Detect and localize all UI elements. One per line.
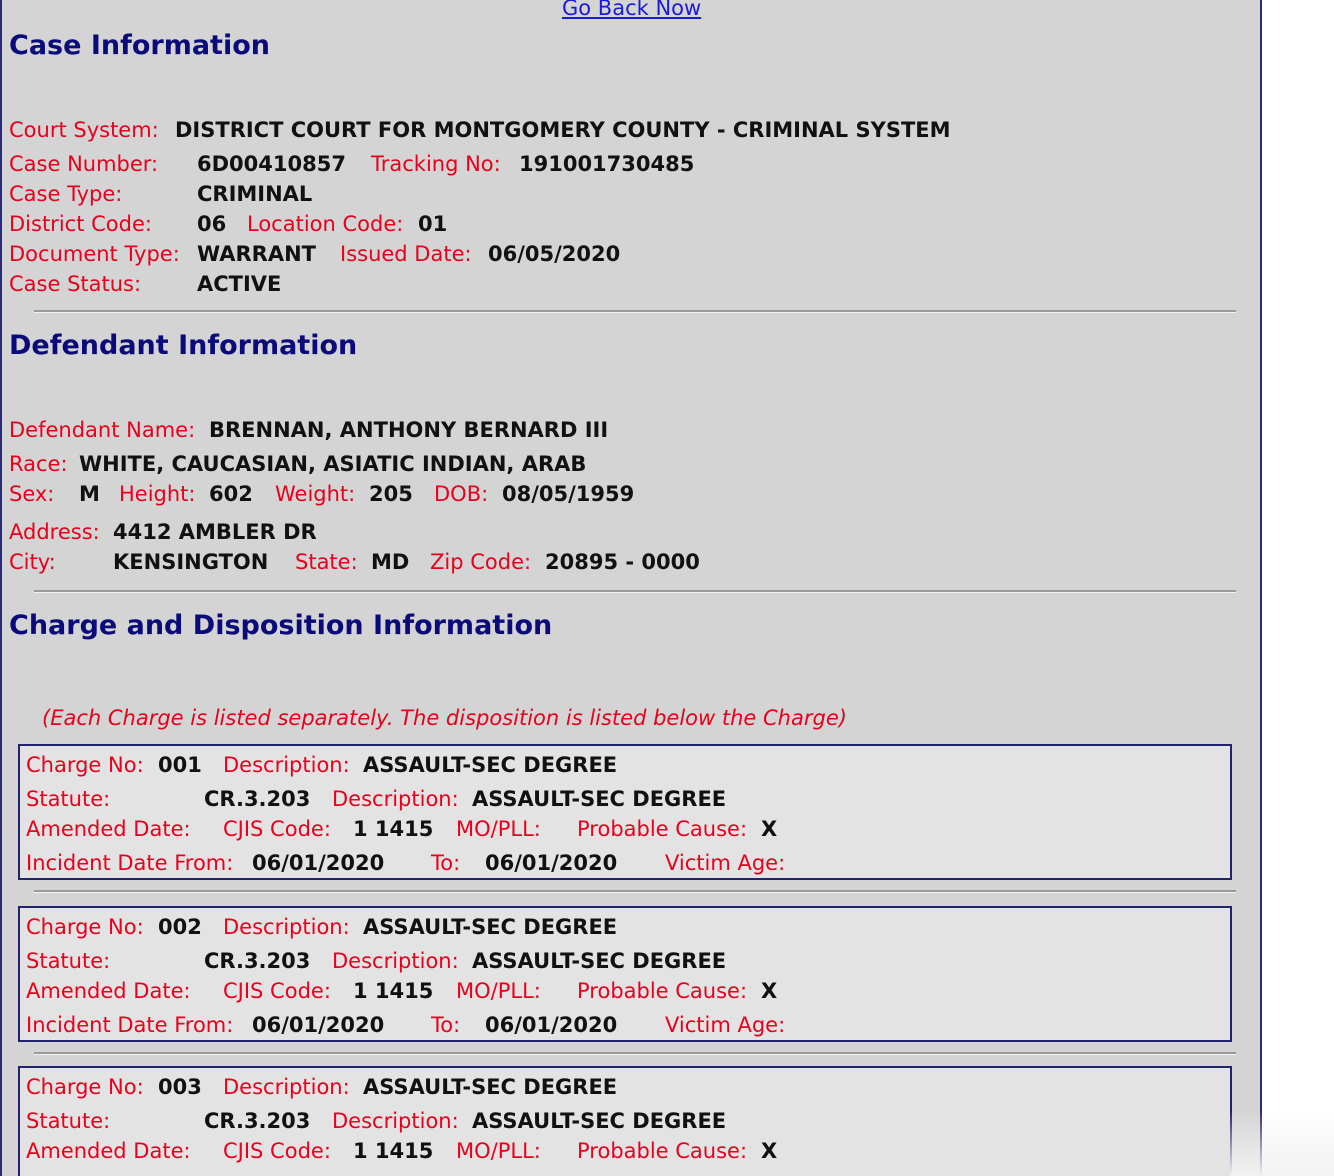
height-label: Height: xyxy=(119,482,196,506)
description-label: Description: xyxy=(223,753,350,777)
probable-cause-label: Probable Cause: xyxy=(577,817,748,841)
charge-no-label: Charge No: xyxy=(26,915,144,939)
statute-description-label: Description: xyxy=(332,1109,459,1133)
probable-cause-value: X xyxy=(761,817,778,841)
description-value: ASSAULT-SEC DEGREE xyxy=(363,753,618,777)
statute-label: Statute: xyxy=(26,949,111,973)
statute-description-label: Description: xyxy=(332,949,459,973)
district-code-value: 06 xyxy=(197,212,227,236)
incident-date-from-label: Incident Date From: xyxy=(26,1013,234,1037)
district-code-label: District Code: xyxy=(9,212,152,236)
charge-no-value: 002 xyxy=(158,915,202,939)
case-status-value: ACTIVE xyxy=(197,272,282,296)
statute-value: CR.3.203 xyxy=(204,1109,311,1133)
race-label: Race: xyxy=(9,452,68,476)
case-information-heading: Case Information xyxy=(9,30,270,61)
state-value: MD xyxy=(371,550,410,574)
issued-date-value: 06/05/2020 xyxy=(488,242,621,266)
document-type-label: Document Type: xyxy=(9,242,180,266)
charge-block xyxy=(18,744,1232,880)
case-number-label: Case Number: xyxy=(9,152,159,176)
sex-label: Sex: xyxy=(9,482,55,506)
incident-to-value: 06/01/2020 xyxy=(485,851,618,875)
incident-to-label: To: xyxy=(431,851,461,875)
state-label: State: xyxy=(295,550,358,574)
description-value: ASSAULT-SEC DEGREE xyxy=(363,915,618,939)
statute-description-label: Description: xyxy=(332,787,459,811)
weight-label: Weight: xyxy=(275,482,356,506)
statute-description-value: ASSAULT-SEC DEGREE xyxy=(472,787,727,811)
case-status-label: Case Status: xyxy=(9,272,142,296)
case-type-value: CRIMINAL xyxy=(197,182,313,206)
amended-date-label: Amended Date: xyxy=(26,817,191,841)
charge-divider xyxy=(34,890,1236,893)
description-value: ASSAULT-SEC DEGREE xyxy=(363,1075,618,1099)
probable-cause-value: X xyxy=(761,1139,778,1163)
statute-description-value: ASSAULT-SEC DEGREE xyxy=(472,1109,727,1133)
cjis-code-label: CJIS Code: xyxy=(223,817,331,841)
description-label: Description: xyxy=(223,915,350,939)
charge-no-value: 001 xyxy=(158,753,202,777)
cjis-code-label: CJIS Code: xyxy=(223,1139,331,1163)
statute-value: CR.3.203 xyxy=(204,787,311,811)
address-value: 4412 AMBLER DR xyxy=(113,520,317,544)
location-code-label: Location Code: xyxy=(247,212,404,236)
address-label: Address: xyxy=(9,520,100,544)
statute-label: Statute: xyxy=(26,1109,111,1133)
mo-pll-label: MO/PLL: xyxy=(456,1139,541,1163)
charge-block xyxy=(18,1066,1232,1176)
incident-date-from-value: 06/01/2020 xyxy=(252,1013,385,1037)
mo-pll-label: MO/PLL: xyxy=(456,817,541,841)
dob-label: DOB: xyxy=(434,482,489,506)
charge-block xyxy=(18,906,1232,1042)
incident-date-from-value: 06/01/2020 xyxy=(252,851,385,875)
height-value: 602 xyxy=(209,482,253,506)
section-divider xyxy=(34,590,1236,593)
window-edge-shadow xyxy=(1230,1110,1334,1176)
city-value: KENSINGTON xyxy=(113,550,269,574)
description-label: Description: xyxy=(223,1075,350,1099)
amended-date-label: Amended Date: xyxy=(26,1139,191,1163)
zip-code-value: 20895 - 0000 xyxy=(545,550,700,574)
go-back-link[interactable]: Go Back Now xyxy=(562,0,702,20)
court-system-label: Court System: xyxy=(9,118,159,142)
amended-date-label: Amended Date: xyxy=(26,979,191,1003)
weight-value: 205 xyxy=(369,482,413,506)
victim-age-label: Victim Age: xyxy=(665,1013,786,1037)
mo-pll-label: MO/PLL: xyxy=(456,979,541,1003)
statute-description-value: ASSAULT-SEC DEGREE xyxy=(472,949,727,973)
sex-value: M xyxy=(79,482,100,506)
charge-no-value: 003 xyxy=(158,1075,202,1099)
tracking-number-label: Tracking No: xyxy=(371,152,501,176)
incident-date-from-label: Incident Date From: xyxy=(26,851,234,875)
charge-no-label: Charge No: xyxy=(26,753,144,777)
charge-disposition-heading: Charge and Disposition Information xyxy=(9,610,553,641)
statute-label: Statute: xyxy=(26,787,111,811)
issued-date-label: Issued Date: xyxy=(340,242,472,266)
section-divider xyxy=(34,310,1236,313)
defendant-information-heading: Defendant Information xyxy=(9,330,358,361)
defendant-name-value: BRENNAN, ANTHONY BERNARD III xyxy=(209,418,609,442)
charge-no-label: Charge No: xyxy=(26,1075,144,1099)
case-type-label: Case Type: xyxy=(9,182,123,206)
court-system-value: DISTRICT COURT FOR MONTGOMERY COUNTY - CRIMINAL SYSTEM xyxy=(175,118,951,142)
tracking-number-value: 191001730485 xyxy=(519,152,695,176)
cjis-code-value: 1 1415 xyxy=(353,1139,434,1163)
cjis-code-value: 1 1415 xyxy=(353,817,434,841)
cjis-code-value: 1 1415 xyxy=(353,979,434,1003)
race-value: WHITE, CAUCASIAN, ASIATIC INDIAN, ARAB xyxy=(79,452,587,476)
zip-code-label: Zip Code: xyxy=(430,550,532,574)
document-type-value: WARRANT xyxy=(197,242,316,266)
incident-to-value: 06/01/2020 xyxy=(485,1013,618,1037)
dob-value: 08/05/1959 xyxy=(502,482,635,506)
probable-cause-label: Probable Cause: xyxy=(577,1139,748,1163)
location-code-value: 01 xyxy=(418,212,448,236)
case-number-value: 6D00410857 xyxy=(197,152,346,176)
statute-value: CR.3.203 xyxy=(204,949,311,973)
defendant-name-label: Defendant Name: xyxy=(9,418,196,442)
incident-to-label: To: xyxy=(431,1013,461,1037)
probable-cause-label: Probable Cause: xyxy=(577,979,748,1003)
victim-age-label: Victim Age: xyxy=(665,851,786,875)
charges-note: (Each Charge is listed separately. The disposition is listed below the Charge) xyxy=(42,706,847,730)
cjis-code-label: CJIS Code: xyxy=(223,979,331,1003)
charge-divider xyxy=(34,1052,1236,1055)
probable-cause-value: X xyxy=(761,979,778,1003)
city-label: City: xyxy=(9,550,56,574)
